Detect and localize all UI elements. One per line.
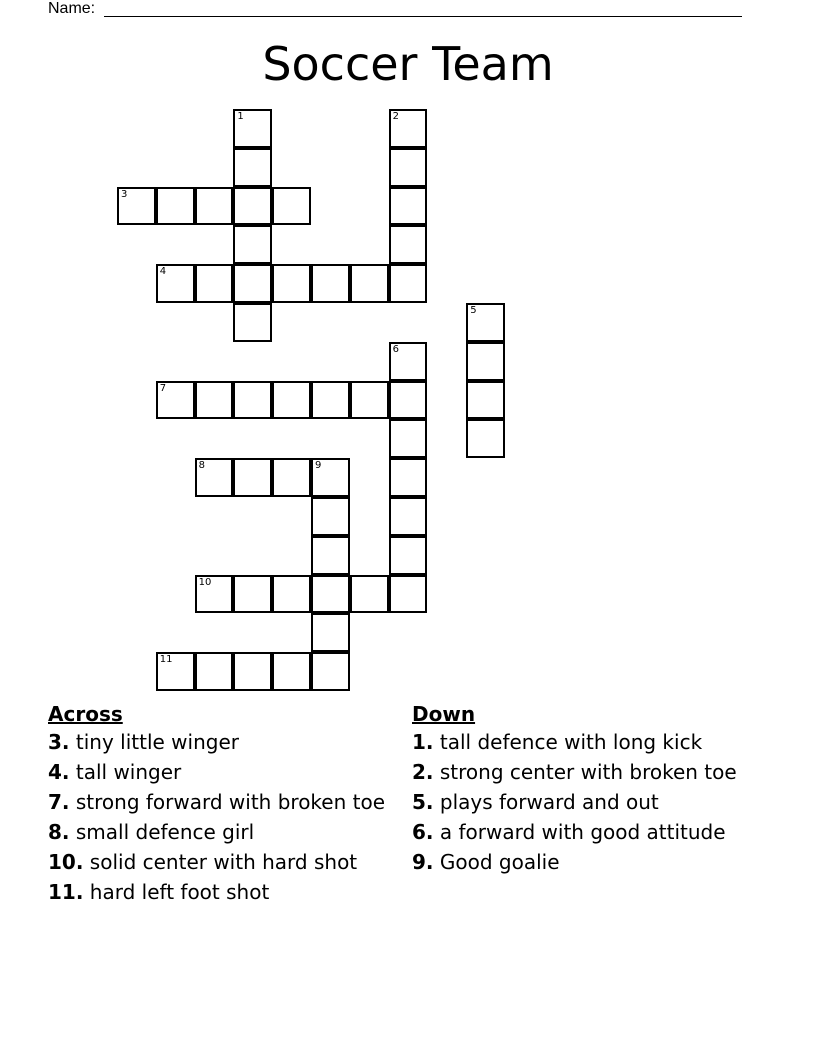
clue-across-7: 7. strong forward with broken toe: [48, 790, 386, 814]
grid-cell[interactable]: [311, 458, 350, 497]
grid-cell[interactable]: [272, 187, 311, 226]
cell-number: 7: [159, 382, 167, 394]
grid-cell[interactable]: [195, 381, 234, 420]
grid-cell[interactable]: [156, 264, 195, 303]
cell-number: 3: [121, 188, 128, 200]
cell-number: 4: [159, 266, 167, 278]
cell-number: 2: [392, 111, 399, 122]
grid-cell[interactable]: [466, 419, 505, 458]
across-clues: [48, 702, 408, 910]
grid-cell[interactable]: [233, 652, 272, 691]
clue-across-10: 10. solid center with hard shot: [48, 850, 358, 874]
grid-cell[interactable]: [272, 458, 311, 497]
grid-cell[interactable]: [233, 381, 272, 420]
grid-cell[interactable]: [311, 381, 350, 420]
cell-number: 5: [470, 305, 477, 316]
grid-cell[interactable]: [389, 419, 428, 458]
grid-cell[interactable]: [233, 187, 272, 226]
clue-across-4: 4. tall winger: [48, 760, 182, 784]
grid-cell[interactable]: [233, 225, 272, 264]
grid-cell[interactable]: [195, 652, 234, 691]
grid-cell[interactable]: [389, 381, 428, 420]
grid-cell[interactable]: [272, 652, 311, 691]
grid-cell[interactable]: [233, 148, 272, 187]
cell-number: 9: [315, 460, 322, 472]
clue-down-1: 1. tall defence with long kick: [412, 730, 703, 754]
grid-cell[interactable]: [466, 381, 505, 420]
grid-cell[interactable]: [311, 264, 350, 303]
grid-cell[interactable]: [311, 497, 350, 536]
grid-cell[interactable]: [389, 342, 428, 381]
grid-cell[interactable]: [272, 264, 311, 303]
grid-cell[interactable]: [350, 381, 389, 420]
grid-cell[interactable]: [117, 187, 156, 226]
clue-across-8: 8. small defence girl: [48, 820, 255, 844]
cell-number: 6: [392, 343, 399, 355]
grid-cell[interactable]: [350, 575, 389, 614]
grid-cell[interactable]: [272, 381, 311, 420]
cell-number: 1: [237, 111, 244, 122]
grid-cell[interactable]: [156, 381, 195, 420]
grid-cell[interactable]: [311, 613, 350, 652]
grid-cell[interactable]: [233, 575, 272, 614]
grid-cell[interactable]: [311, 652, 350, 691]
across-heading: Across: [48, 702, 123, 726]
grid-cell[interactable]: [389, 536, 428, 575]
grid-cell[interactable]: [389, 497, 428, 536]
grid-cell[interactable]: [195, 264, 234, 303]
clue-down-6: 6. a forward with good attitude: [412, 820, 726, 844]
grid-cell[interactable]: [156, 187, 195, 226]
grid-cell[interactable]: [195, 458, 234, 497]
grid-cell[interactable]: [389, 458, 428, 497]
grid-cell[interactable]: [272, 575, 311, 614]
name-label: Name:: [48, 0, 96, 17]
down-heading: Down: [412, 702, 476, 726]
grid-cell[interactable]: [195, 187, 234, 226]
grid-cell[interactable]: [389, 109, 428, 148]
down-clues: [412, 702, 752, 880]
grid-cell[interactable]: [156, 652, 195, 691]
grid-cell[interactable]: [389, 575, 428, 614]
grid-cell[interactable]: [350, 264, 389, 303]
clue-across-3: 3. tiny little winger: [48, 730, 239, 754]
grid-cell[interactable]: [233, 303, 272, 342]
grid-cell[interactable]: [311, 536, 350, 575]
grid-cell[interactable]: [233, 109, 272, 148]
grid-cell[interactable]: [466, 342, 505, 381]
cell-number: 11: [159, 654, 173, 666]
grid-cell[interactable]: [466, 303, 505, 342]
cell-number: 8: [198, 460, 205, 472]
grid-cell[interactable]: [311, 575, 350, 614]
grid-cell[interactable]: [233, 264, 272, 303]
cell-number: 10: [198, 576, 212, 588]
grid-cell[interactable]: [195, 575, 234, 614]
grid-cell[interactable]: [233, 458, 272, 497]
grid-cell[interactable]: [389, 264, 428, 303]
grid-cell[interactable]: [389, 148, 428, 187]
clue-across-11: 11. hard left foot shot: [48, 880, 270, 904]
grid-cell[interactable]: [389, 225, 428, 264]
clue-down-2: 2. strong center with broken toe: [412, 760, 737, 784]
clue-down-9: 9. Good goalie: [412, 850, 560, 874]
grid-cell[interactable]: [389, 187, 428, 226]
clue-down-5: 5. plays forward and out: [412, 790, 659, 814]
puzzle-title: Soccer Team: [262, 37, 554, 91]
